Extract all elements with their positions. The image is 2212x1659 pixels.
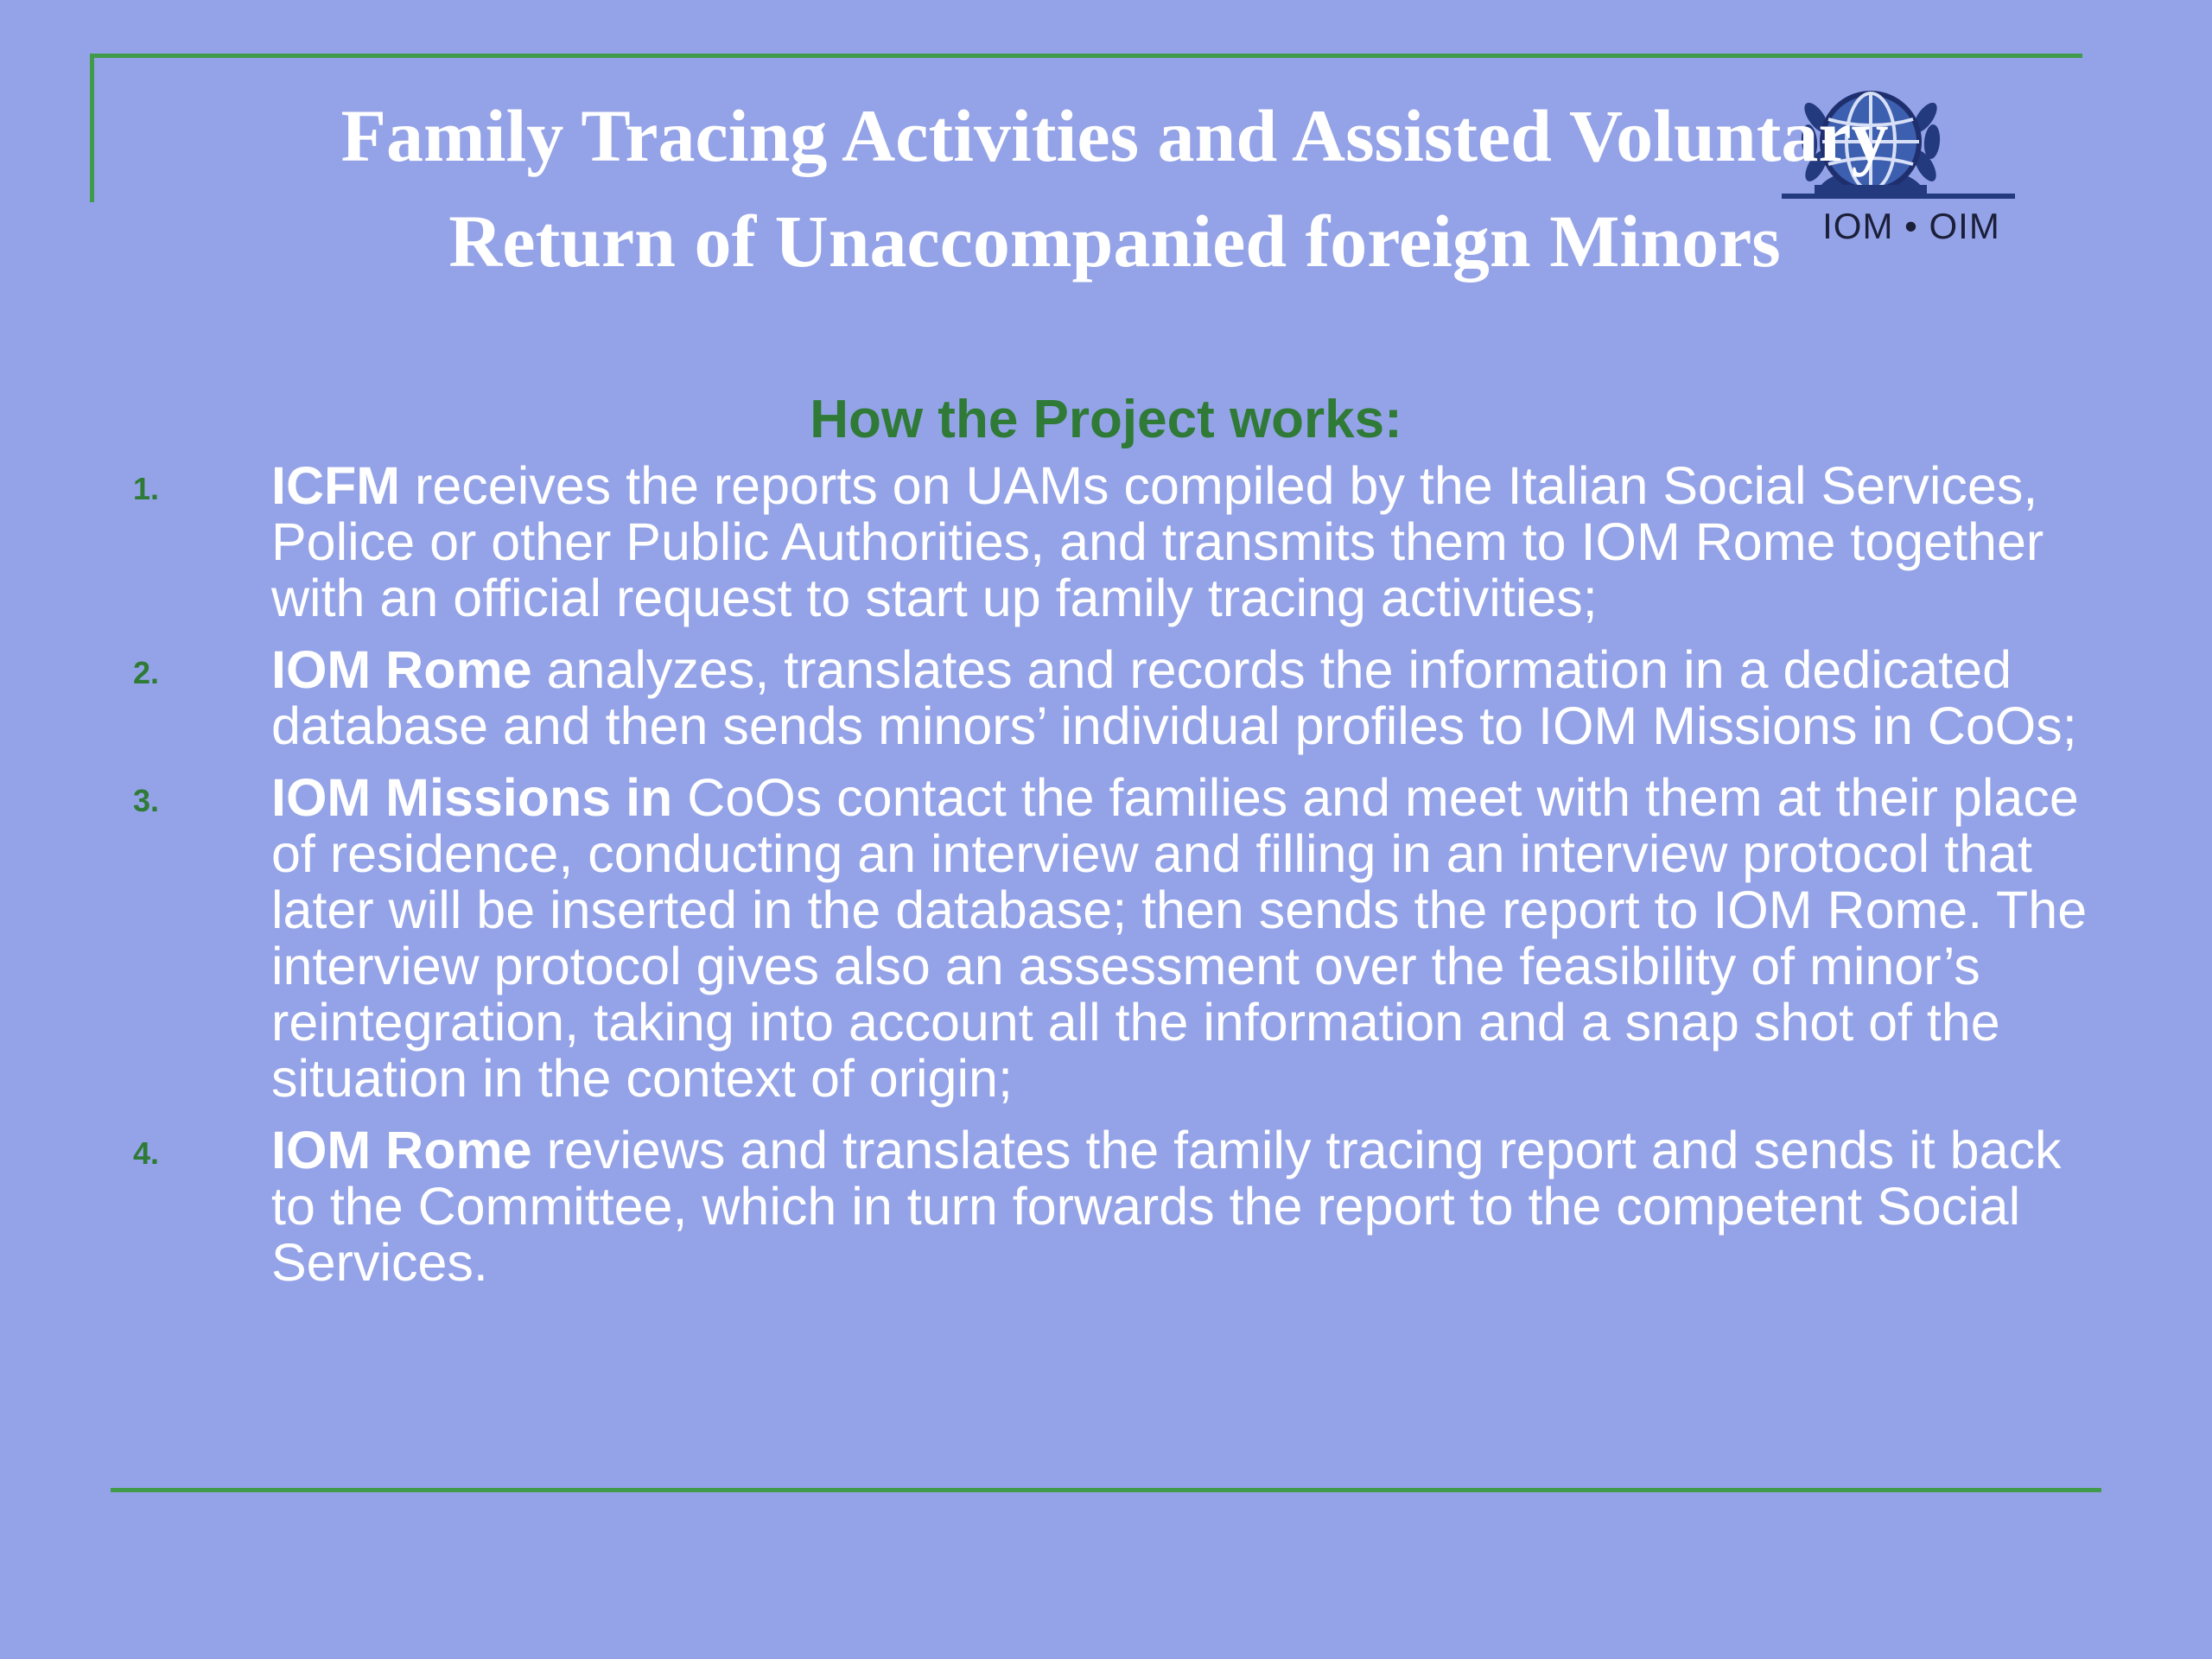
logo-label: IOM • OIM [1822,206,2000,246]
step-text: reviews and translates the family tracing report and sends it back to the Committee, which in turn forwards the report to the competent Social Services. [271,1121,2062,1292]
step-text: analyzes, translates and records the information in a dedicated database and then sends minors’ individual profiles to IOM Missions in CoOs; [271,640,2077,755]
step-item [130,642,2117,754]
steps-list [130,458,2117,1306]
page-title [121,83,2108,294]
step-lead: ICFM [271,456,401,515]
title-line-2: Return of Unaccompanied foreign Minors [448,200,1781,283]
step-lead: IOM Rome [271,640,532,699]
frame-top-line [90,54,2082,58]
step-text: CoOs contact the families and meet with them at their place of residence, conducting an interview and filling in an interview protocol that later will be inserted in the database; then sends the report to IOM Rome. The interview protocol gives also an assessment over the feasibility of minor’s reintegration, taking into account all the information and a snap shot of the situation in the context of origin; [271,768,2088,1108]
step-number: 4. [133,1135,160,1171]
frame-bottom-line [111,1488,2101,1492]
step-item [130,770,2117,1107]
step-item [130,458,2117,626]
frame-left-line [90,54,94,202]
title-line-1: Family Tracing Activities and Assisted Voluntary [340,94,1889,177]
step-lead: IOM Missions in [271,768,673,827]
step-item [130,1122,2117,1291]
step-lead: IOM Rome [271,1121,532,1179]
step-number: 2. [133,655,160,690]
section-heading: How the Project works: [810,390,1402,449]
step-number: 3. [133,783,160,818]
step-text: receives the reports on UAMs compiled by the Italian Social Services, Police or other Public Authorities, and transmits them to IOM Rome together with an official request to start up family tracing activities; [271,456,2044,627]
step-number: 1. [133,471,160,506]
